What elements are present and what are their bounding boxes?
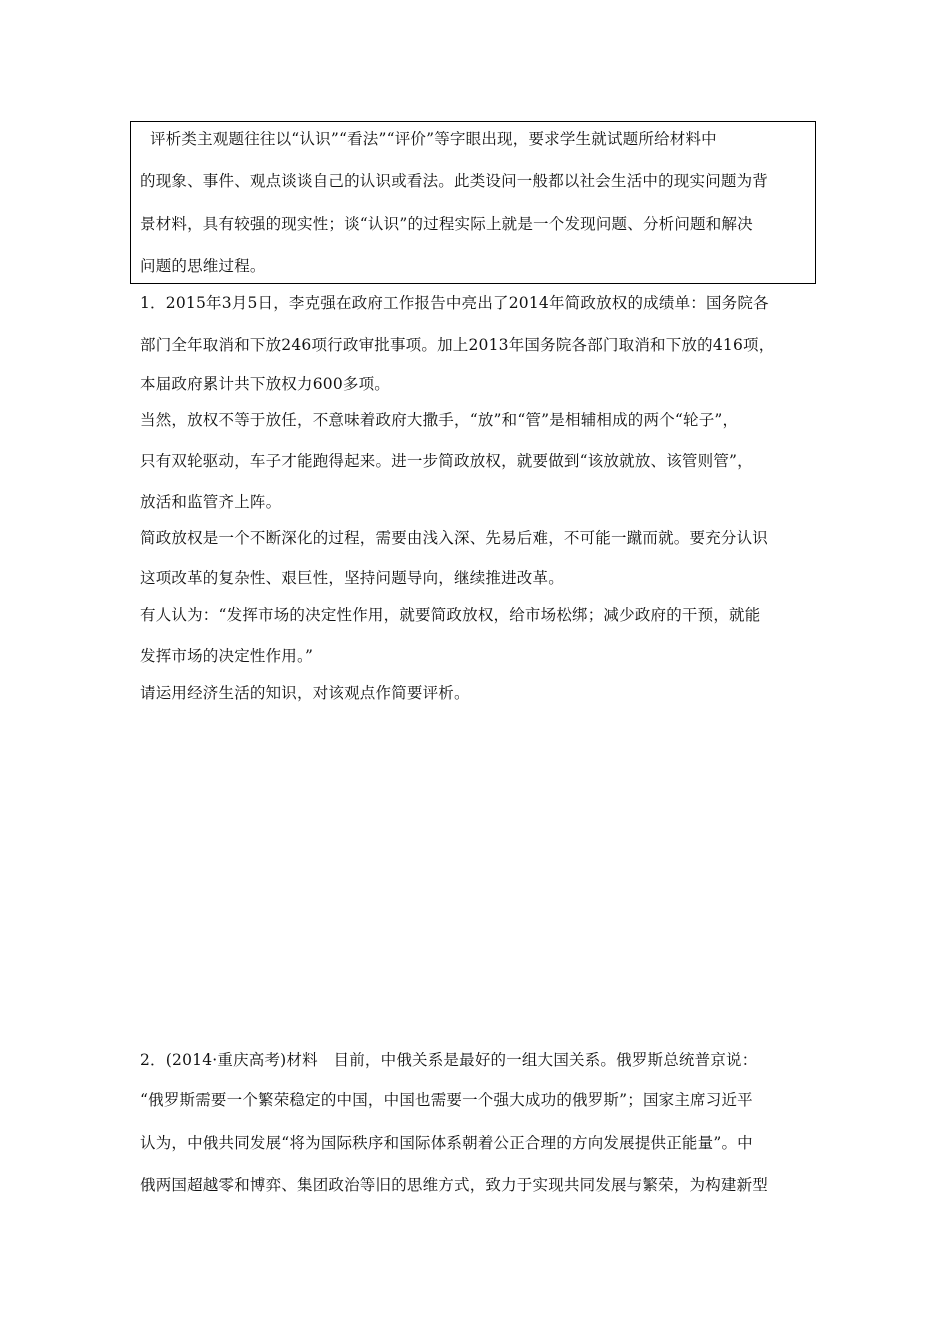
- question-1-line: 发挥市场的决定性作用。”: [140, 647, 314, 665]
- intro-line: 评析类主观题往往以“认识”“看法”“评价”等字眼出现，要求学生就试题所给材料中: [150, 130, 717, 148]
- intro-line: 问题的思维过程。: [140, 257, 266, 275]
- question-1-prompt: 请运用经济生活的知识，对该观点作简要评析。: [140, 684, 470, 702]
- question-1-line: 有人认为：“发挥市场的决定性作用，就要简政放权，给市场松绑；减少政府的干预，就能: [140, 606, 761, 624]
- question-1-line: 这项改革的复杂性、艰巨性，坚持问题导向，继续推进改革。: [140, 569, 564, 587]
- question-1-line: 1．2015年3月5日，李克强在政府工作报告中亮出了2014年简政放权的成绩单：国务院各: [140, 294, 769, 312]
- question-1-line: 简政放权是一个不断深化的过程，需要由浅入深、先易后难，不可能一蹴而就。要充分认识: [140, 529, 769, 547]
- question-1-line: 当然，放权不等于放任，不意味着政府大撒手，“放”和“管”是相辅相成的两个“轮子”，: [140, 411, 739, 429]
- question-1-line: 部门全年取消和下放246项行政审批事项。加上2013年国务院各部门取消和下放的416项，: [140, 336, 775, 354]
- question-2-line: 认为，中俄共同发展“将为国际秩序和国际体系朝着公正合理的方向发展提供正能量”。中: [140, 1134, 753, 1152]
- question-2-line: 俄两国超越零和博弈、集团政治等旧的思维方式，致力于实现共同发展与繁荣，为构建新型: [140, 1176, 769, 1194]
- question-1-line: 放活和监管齐上阵。: [140, 493, 282, 511]
- question-2-line: “俄罗斯需要一个繁荣稳定的中国，中国也需要一个强大成功的俄罗斯”；国家主席习近平: [140, 1091, 753, 1109]
- question-1-line: 本届政府累计共下放权力600多项。: [140, 375, 390, 393]
- intro-line: 景材料，具有较强的现实性；谈“认识”的过程实际上就是一个发现问题、分析问题和解决: [140, 215, 753, 233]
- intro-line: 的现象、事件、观点谈谈自己的认识或看法。此类设问一般都以社会生活中的现实问题为背: [140, 172, 769, 190]
- question-2-line: 2．(2014·重庆高考)材料 目前，中俄关系是最好的一组大国关系。俄罗斯总统普京说：: [140, 1051, 758, 1069]
- question-1-line: 只有双轮驱动，车子才能跑得起来。进一步简政放权，就要做到“该放就放、该管则管”，: [140, 452, 753, 470]
